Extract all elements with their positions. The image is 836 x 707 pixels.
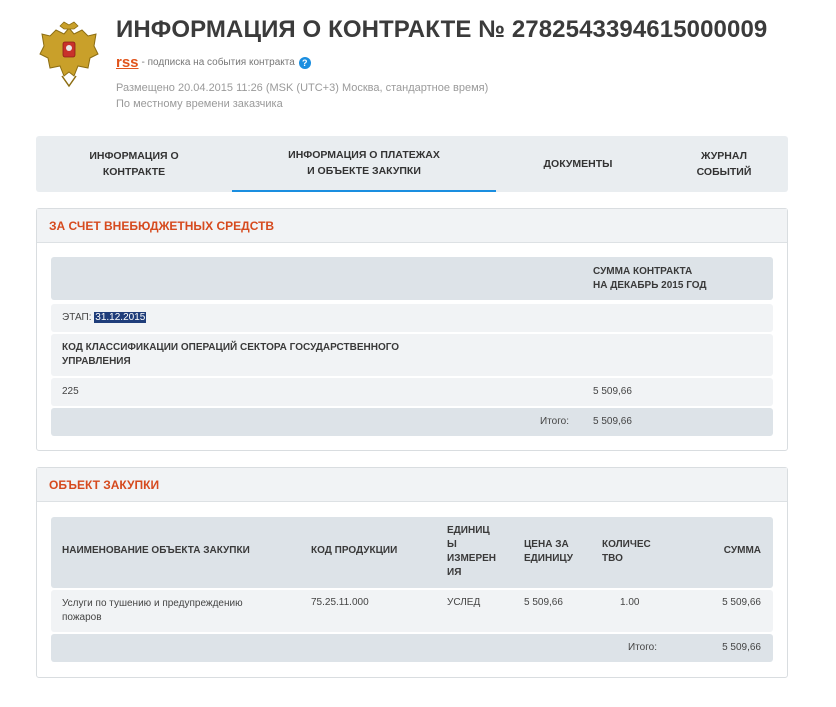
- kosgu-label: КОД КЛАССИФИКАЦИИ ОПЕРАЦИЙ СЕКТОРА ГОСУДАРСТВЕННОГО УПРАВЛЕНИЯ: [62, 342, 400, 367]
- tab-contract-info[interactable]: [36, 136, 232, 192]
- table-row: [51, 378, 773, 406]
- tab-event-log[interactable]: [660, 136, 788, 192]
- kosgu-row: [51, 334, 773, 376]
- tab-label: ИНФОРМАЦИЯ О КОНТРАКТЕ: [89, 150, 179, 178]
- tab-label: ИНФОРМАЦИЯ О ПЛАТЕЖАХ И ОБЪЕКТЕ ЗАКУПКИ: [288, 149, 440, 177]
- tab-label: ДОКУМЕНТЫ: [543, 158, 613, 170]
- total-label: Итого:: [628, 642, 657, 653]
- funding-title: ЗА СЧЕТ ВНЕБЮДЖЕТНЫХ СРЕДСТВ: [37, 209, 787, 243]
- total-amount: 5 509,66: [593, 416, 632, 427]
- col-code: КОД ПРОДУКЦИИ: [311, 545, 398, 556]
- col-sum: СУММА: [723, 545, 761, 556]
- tab-documents[interactable]: [496, 136, 660, 192]
- tab-bar: [36, 136, 788, 192]
- funding-total-row: [51, 408, 773, 436]
- col-unit: ЕДИНИЦ Ы ИЗМЕРЕН ИЯ: [447, 525, 497, 578]
- item-price: 5 509,66: [524, 597, 563, 608]
- funding-header-row: [51, 257, 773, 300]
- stage-cell: [62, 312, 146, 323]
- row-amount: 5 509,66: [593, 386, 632, 397]
- funding-panel: [36, 208, 788, 451]
- rss-caption: - подписка на события контракта: [141, 57, 295, 68]
- purchase-header-row: [51, 517, 773, 588]
- posted-date: Размещено 20.04.2015 11:26 (MSK (UTC+3) Москва, стандартное время): [116, 82, 489, 94]
- tab-label: ЖУРНАЛ СОБЫТИЙ: [696, 150, 752, 178]
- page-title: ИНФОРМАЦИЯ О КОНТРАКТЕ № 2782543394615000009: [116, 16, 768, 43]
- timezone-note: По местному времени заказчика: [116, 98, 283, 110]
- purchase-panel: [36, 467, 788, 678]
- coat-of-arms-icon: [34, 20, 104, 90]
- page-header: [0, 0, 836, 130]
- purchase-total-row: [51, 634, 773, 662]
- col-price: ЦЕНА ЗА ЕДИНИЦУ: [524, 539, 573, 564]
- total-amount: 5 509,66: [722, 642, 761, 653]
- stage-row: [51, 304, 773, 332]
- stage-label: ЭТАП:: [62, 312, 95, 323]
- col-name: НАИМЕНОВАНИЕ ОБЪЕКТА ЗАКУПКИ: [62, 545, 250, 556]
- tab-payments-info[interactable]: [232, 136, 496, 192]
- purchase-title: ОБЪЕКТ ЗАКУПКИ: [37, 468, 787, 502]
- stage-date: 31.12.2015: [95, 312, 146, 323]
- help-icon[interactable]: ?: [299, 57, 311, 69]
- rss-link[interactable]: rss: [116, 54, 139, 71]
- item-sum: 5 509,66: [722, 597, 761, 608]
- total-label: Итого:: [540, 416, 569, 427]
- item-qty: 1.00: [620, 597, 640, 608]
- table-row: [51, 590, 773, 632]
- sum-header: СУММА КОНТРАКТА НА ДЕКАБРЬ 2015 ГОД: [593, 266, 707, 291]
- item-unit: УСЛЕД: [447, 597, 481, 608]
- rss-subscription: [116, 54, 311, 71]
- item-code: 75.25.11.000: [311, 597, 369, 608]
- col-qty: КОЛИЧЕС ТВО: [602, 539, 651, 564]
- kosgu-code: 225: [62, 386, 79, 397]
- item-name: Услуги по тушению и предупреждению пожаров: [62, 598, 243, 623]
